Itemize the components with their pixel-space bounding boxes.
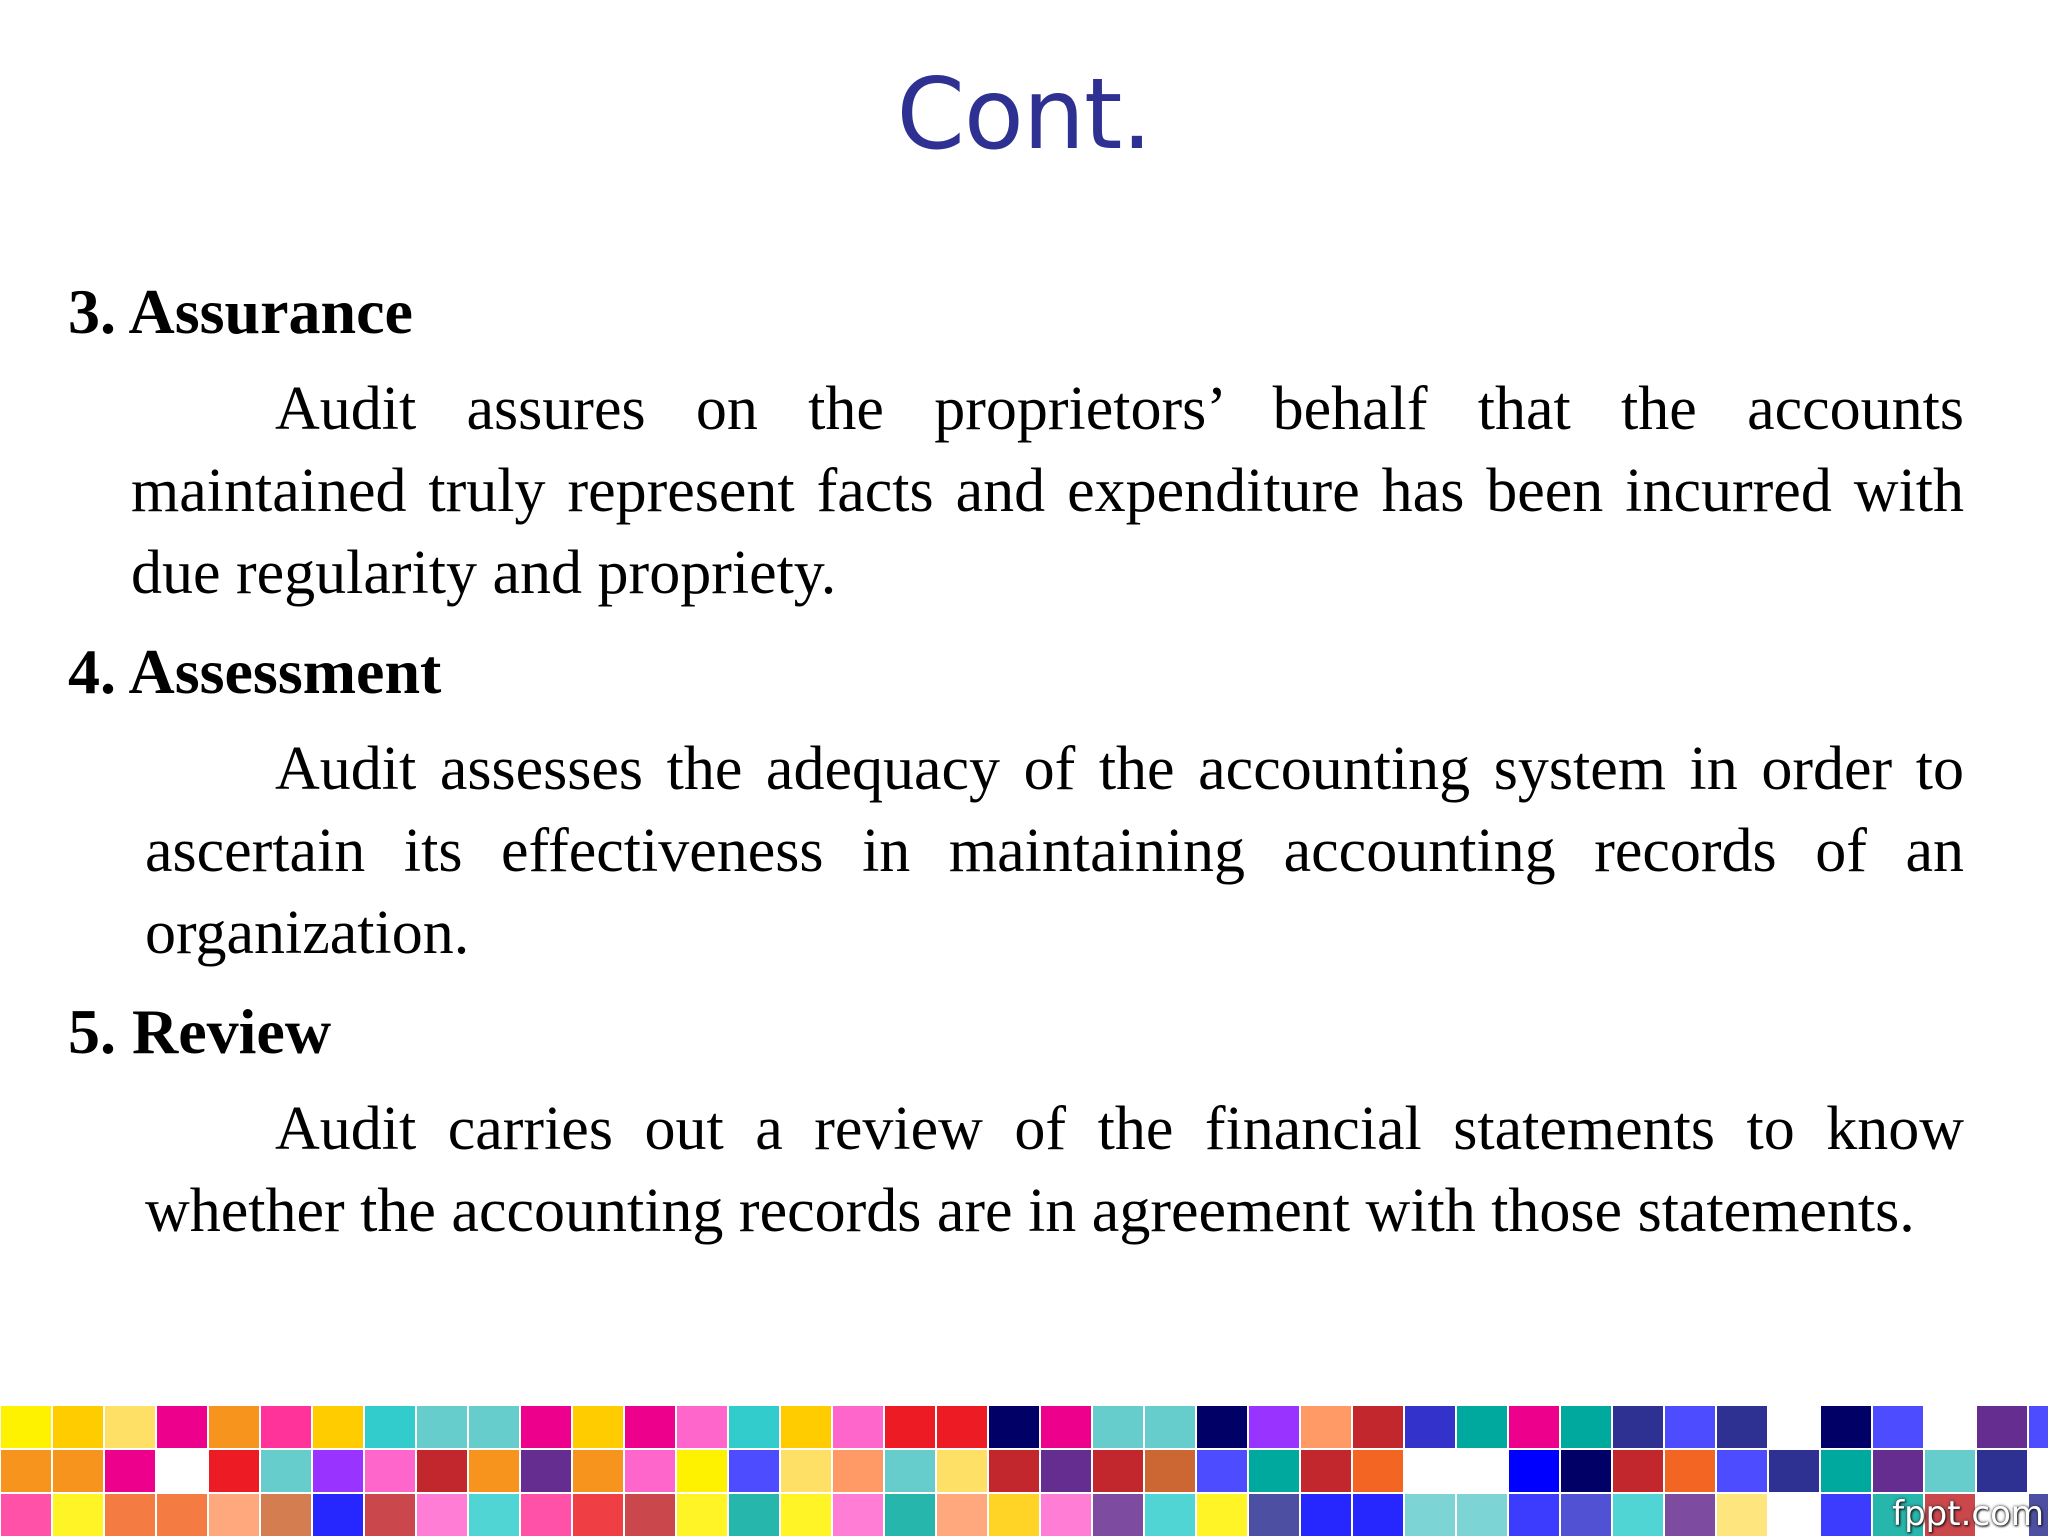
- mosaic-tile: [1093, 1450, 1143, 1492]
- mosaic-tile: [1769, 1494, 1819, 1536]
- mosaic-tile: [1249, 1406, 1299, 1448]
- mosaic-tile: [989, 1450, 1039, 1492]
- mosaic-tile: [573, 1406, 623, 1448]
- mosaic-tile: [417, 1406, 467, 1448]
- mosaic-tile: [1613, 1450, 1663, 1492]
- mosaic-tile: [1197, 1450, 1247, 1492]
- mosaic-tile: [1561, 1450, 1611, 1492]
- mosaic-tile: [313, 1450, 363, 1492]
- mosaic-tile: [989, 1494, 1039, 1536]
- mosaic-tile: [365, 1450, 415, 1492]
- mosaic-tile: [1353, 1406, 1403, 1448]
- section-text-assurance: Audit assures on the proprietors’ behalf that the accounts maintained truly represent facts and expenditure has been incurred with due regularity and propriety.: [131, 375, 1964, 607]
- mosaic-tile: [313, 1494, 363, 1536]
- mosaic-tile: [261, 1450, 311, 1492]
- mosaic-tile: [1717, 1494, 1767, 1536]
- mosaic-tile: [417, 1494, 467, 1536]
- mosaic-tile: [1769, 1450, 1819, 1492]
- mosaic-tile: [1041, 1494, 1091, 1536]
- mosaic-tile: [53, 1494, 103, 1536]
- mosaic-tile: [1873, 1450, 1923, 1492]
- mosaic-tile: [1457, 1494, 1507, 1536]
- mosaic-tile: [365, 1494, 415, 1536]
- mosaic-tile: [2029, 1406, 2048, 1448]
- mosaic-tile: [677, 1406, 727, 1448]
- mosaic-tile: [937, 1450, 987, 1492]
- section-heading-review: 5. Review: [68, 996, 332, 1067]
- mosaic-tile: [1353, 1494, 1403, 1536]
- mosaic-tile: [1665, 1494, 1715, 1536]
- decorative-mosaic-band: [0, 1403, 2048, 1536]
- mosaic-tile: [729, 1406, 779, 1448]
- mosaic-tile: [1, 1450, 51, 1492]
- mosaic-tile: [1821, 1450, 1871, 1492]
- mosaic-tile: [1249, 1494, 1299, 1536]
- mosaic-tile: [469, 1450, 519, 1492]
- mosaic-tile: [1457, 1406, 1507, 1448]
- mosaic-tile: [1977, 1450, 2027, 1492]
- mosaic-tile: [677, 1450, 727, 1492]
- mosaic-tile: [105, 1450, 155, 1492]
- mosaic-tile: [469, 1494, 519, 1536]
- mosaic-tile: [885, 1450, 935, 1492]
- mosaic-tile: [365, 1406, 415, 1448]
- mosaic-tile: [625, 1450, 675, 1492]
- mosaic-tile: [1405, 1494, 1455, 1536]
- mosaic-tile: [1301, 1450, 1351, 1492]
- mosaic-tile: [1561, 1406, 1611, 1448]
- mosaic-tile: [105, 1406, 155, 1448]
- mosaic-tile: [1925, 1406, 1975, 1448]
- mosaic-tile: [1769, 1406, 1819, 1448]
- mosaic-tile: [1301, 1406, 1351, 1448]
- mosaic-tile: [573, 1494, 623, 1536]
- mosaic-tile: [1873, 1406, 1923, 1448]
- mosaic-tile: [313, 1406, 363, 1448]
- mosaic-tile: [1197, 1494, 1247, 1536]
- mosaic-tile: [1, 1494, 51, 1536]
- mosaic-tile: [1093, 1406, 1143, 1448]
- mosaic-tile: [521, 1494, 571, 1536]
- mosaic-tile: [1145, 1494, 1195, 1536]
- mosaic-tile: [53, 1406, 103, 1448]
- mosaic-tile: [521, 1406, 571, 1448]
- mosaic-tile: [261, 1494, 311, 1536]
- mosaic-tile: [1509, 1494, 1559, 1536]
- mosaic-tile: [989, 1406, 1039, 1448]
- mosaic-tile: [729, 1450, 779, 1492]
- mosaic-tile: [469, 1406, 519, 1448]
- mosaic-tile: [885, 1494, 935, 1536]
- mosaic-tile: [1, 1406, 51, 1448]
- mosaic-tile: [417, 1450, 467, 1492]
- mosaic-tile: [157, 1406, 207, 1448]
- mosaic-tile: [1613, 1494, 1663, 1536]
- mosaic-tile: [573, 1450, 623, 1492]
- mosaic-tile: [1353, 1450, 1403, 1492]
- mosaic-tile: [157, 1494, 207, 1536]
- mosaic-tile: [1561, 1494, 1611, 1536]
- mosaic-tile: [261, 1406, 311, 1448]
- mosaic-tile: [1717, 1406, 1767, 1448]
- mosaic-tile: [1457, 1450, 1507, 1492]
- mosaic-tile: [1093, 1494, 1143, 1536]
- mosaic-tile: [729, 1494, 779, 1536]
- mosaic-tile: [677, 1494, 727, 1536]
- mosaic-tile: [1249, 1450, 1299, 1492]
- mosaic-tile: [937, 1494, 987, 1536]
- mosaic-tile: [1405, 1450, 1455, 1492]
- section-heading-assessment: 4. Assessment: [68, 636, 442, 707]
- mosaic-tile: [1197, 1406, 1247, 1448]
- mosaic-tile: [53, 1450, 103, 1492]
- section-text-review: Audit carries out a review of the financial statements to know whether the accounting records are in agreement with those statements.: [145, 1095, 1964, 1245]
- mosaic-tile: [1145, 1450, 1195, 1492]
- mosaic-tile: [1977, 1406, 2027, 1448]
- mosaic-tile: [781, 1406, 831, 1448]
- section-heading-assurance: 3. Assurance: [68, 276, 413, 347]
- mosaic-tile: [1665, 1450, 1715, 1492]
- fppt-watermark: fppt.com: [1892, 1494, 2044, 1534]
- section-text-assessment: Audit assesses the adequacy of the accounting system in order to ascertain its effectiveness in maintaining accounting records of an organization.: [145, 735, 1964, 967]
- mosaic-tile: [209, 1450, 259, 1492]
- mosaic-tile: [1717, 1450, 1767, 1492]
- mosaic-tile: [209, 1494, 259, 1536]
- mosaic-tile: [1405, 1406, 1455, 1448]
- slide-title: Cont.: [896, 58, 1152, 172]
- mosaic-tile: [1041, 1450, 1091, 1492]
- mosaic-tile: [1145, 1406, 1195, 1448]
- mosaic-tile: [781, 1450, 831, 1492]
- mosaic-tile: [209, 1406, 259, 1448]
- mosaic-tile: [1509, 1450, 1559, 1492]
- mosaic-tile: [1041, 1406, 1091, 1448]
- mosaic-tile: [937, 1406, 987, 1448]
- mosaic-tile: [521, 1450, 571, 1492]
- mosaic-tile: [105, 1494, 155, 1536]
- mosaic-tile: [781, 1494, 831, 1536]
- mosaic-tile: [1821, 1494, 1871, 1536]
- mosaic-tile: [625, 1494, 675, 1536]
- mosaic-tile: [1509, 1406, 1559, 1448]
- mosaic-tile: [157, 1450, 207, 1492]
- mosaic-tile: [1665, 1406, 1715, 1448]
- mosaic-tile: [885, 1406, 935, 1448]
- mosaic-tile: [625, 1406, 675, 1448]
- mosaic-tile: [1925, 1450, 1975, 1492]
- mosaic-tile: [833, 1450, 883, 1492]
- mosaic-tile: [833, 1494, 883, 1536]
- mosaic-tile: [2029, 1450, 2048, 1492]
- mosaic-tile: [1821, 1406, 1871, 1448]
- mosaic-tile: [833, 1406, 883, 1448]
- mosaic-tile: [1301, 1494, 1351, 1536]
- mosaic-tile: [1613, 1406, 1663, 1448]
